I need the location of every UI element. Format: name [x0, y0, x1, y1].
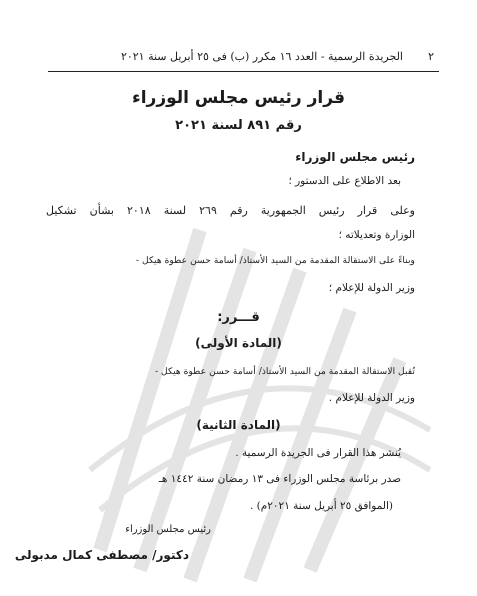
article-2-text: يُنشر هذا القرار فى الجريدة الرسمية . — [235, 447, 401, 459]
signature-title: رئيس مجلس الوزراء — [125, 524, 211, 535]
article-2-heading: (المادة الثانية) — [196, 418, 281, 432]
issued-line-a: صدر برئاسة مجلس الوزراء فى ١٣ رمضان سنة ١٤٤٢ هـ — [158, 473, 401, 485]
issued-line-b: (الموافق ٢٥ أبريل سنة ٢٠٢١م) . — [250, 500, 393, 512]
preamble-line-3a: وبناءً على الاستقالة المقدمة من السيد الأستاذ/ أسامة حسن عطوة هيكل - — [135, 255, 415, 266]
issuer-heading: رئيس مجلس الوزراء — [295, 150, 415, 164]
header-rule — [48, 71, 439, 72]
decree-title: قرار رئيس مجلس الوزراء — [132, 88, 345, 108]
article-1-text-a: تُقبل الاستقالة المقدمة من السيد الأستاذ/ أسامة حسن عطوة هيكل - — [155, 366, 415, 377]
decided-heading: قـــرر: — [217, 310, 260, 325]
signatory-name: دكتور/ مصطفى كمال مدبولى — [14, 548, 189, 562]
decree-number: رقم ٨٩١ لسنة ٢٠٢١ — [175, 118, 302, 133]
page-number: ٢ — [428, 50, 434, 63]
preamble-line-1: بعد الاطلاع على الدستور ؛ — [288, 175, 401, 187]
article-1-heading: (المادة الأولى) — [195, 336, 282, 350]
article-1-text-b: وزير الدولة للإعلام . — [328, 392, 415, 404]
running-header: الجريدة الرسمية - العدد ١٦ مكرر (ب) فى ٢٥ أبريل سنة ٢٠٢١ — [120, 50, 403, 63]
preamble-line-3b: وزير الدولة للإعلام ؛ — [328, 282, 415, 294]
preamble-line-2a: وعلى قرار رئيس الجمهورية رقم ٢٦٩ لسنة ٢٠١٨ بشأن تشكيل — [46, 204, 415, 217]
preamble-line-2b: الوزارة وتعديلاته ؛ — [338, 229, 415, 241]
